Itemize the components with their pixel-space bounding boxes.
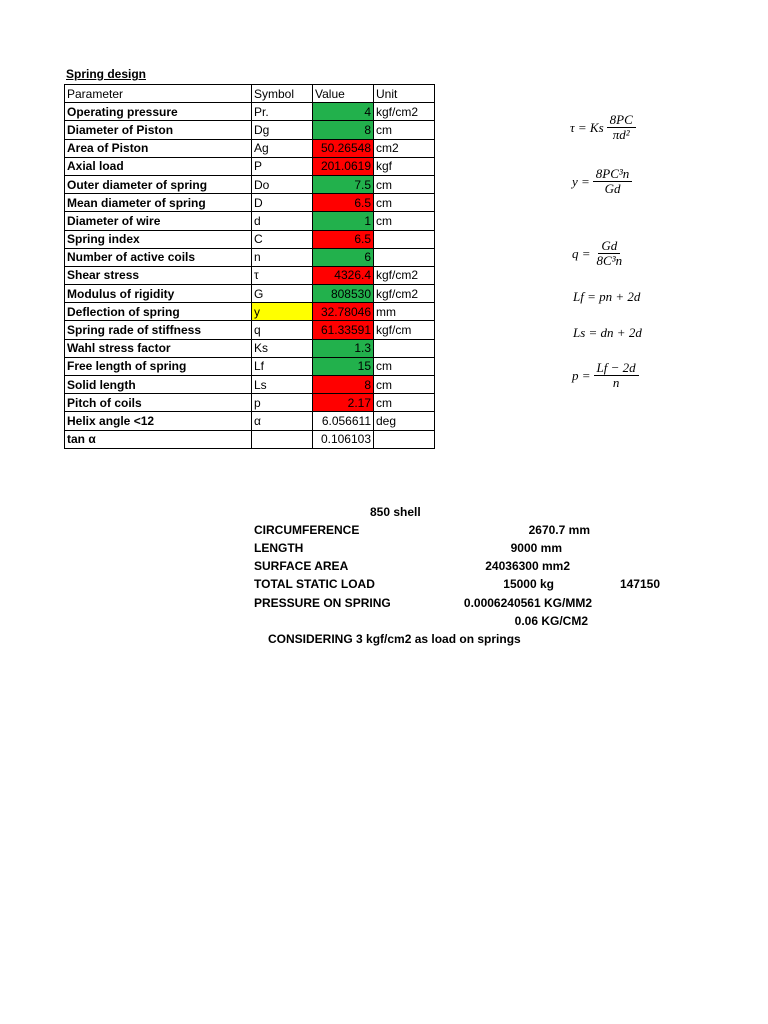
table-row [65,230,435,248]
cell-symbol: q [252,321,313,339]
formula-free-length: Lf = pn + 2d [573,289,641,304]
cell-symbol: d [252,212,313,230]
table-row [65,248,435,266]
shell-heading: 850 shell [370,505,421,519]
cell-symbol: y [252,303,313,321]
table-row [65,157,435,175]
total-static-load-value: 15000 kg [503,577,554,591]
table-row [65,266,435,284]
table-row [65,121,435,139]
formula-shear-stress [570,113,636,142]
cell-unit: kgf/cm2 [374,266,435,284]
cell-value: 8 [313,376,374,394]
formula-pitch-num: Lf − 2d [594,361,639,376]
cell-unit: deg [374,412,435,430]
cell-symbol: Ls [252,376,313,394]
cell-value: 15 [313,357,374,375]
cell-unit [374,248,435,266]
surface-area-value: 24036300 mm2 [485,559,570,573]
cell-symbol: Do [252,175,313,193]
cell-parameter: Wahl stress factor [65,339,252,357]
formula-deflection-den: Gd [604,181,621,196]
cell-value: 61.33591 [313,321,374,339]
cell-unit: kgf/cm2 [374,103,435,121]
cell-unit [374,430,435,448]
formula-solid-length: Ls = dn + 2d [573,325,642,340]
formula-deflection-num: 8PC³n [593,167,633,182]
header-symbol: Symbol [252,85,313,103]
formula-stiffness-den: 8C³n [596,253,623,268]
formula-stiffness [572,239,625,268]
cell-unit: cm [374,175,435,193]
table-row [65,285,435,303]
cell-value: 2.17 [313,394,374,412]
cell-symbol: n [252,248,313,266]
cell-value: 6.5 [313,230,374,248]
table-row [65,430,435,448]
total-static-load-extra: 147150 [619,577,660,591]
cell-value: 4 [313,103,374,121]
cell-parameter: Deflection of spring [65,303,252,321]
table-row [65,321,435,339]
cell-unit: mm [374,303,435,321]
table-row [65,339,435,357]
circumference-label: CIRCUMFERENCE [254,523,360,537]
cell-unit [374,230,435,248]
table-row [65,194,435,212]
formula-pitch [572,361,639,390]
length-label: LENGTH [254,541,304,555]
header-value: Value [313,85,374,103]
cell-parameter: Free length of spring [65,357,252,375]
cell-parameter: Spring index [65,230,252,248]
pressure-on-spring-label: PRESSURE ON SPRING [254,596,391,610]
cell-parameter: Helix angle <12 [65,412,252,430]
cell-parameter: Shear stress [65,266,252,284]
pressure-on-spring-value-cm: 0.06 KG/CM2 [514,614,588,628]
cell-value: 6.056611 [313,412,374,430]
table-row [65,376,435,394]
table-row [65,357,435,375]
cell-parameter: Solid length [65,376,252,394]
considering-note: CONSIDERING 3 kgf/cm2 as load on springs [268,632,521,646]
cell-parameter: Operating pressure [65,103,252,121]
cell-parameter: Diameter of Piston [65,121,252,139]
surface-area-label: SURFACE AREA [254,559,349,573]
cell-unit: kgf/cm2 [374,285,435,303]
cell-unit: cm [374,212,435,230]
cell-symbol: C [252,230,313,248]
spring-design-table [64,84,435,449]
cell-symbol: Ag [252,139,313,157]
cell-symbol: Lf [252,357,313,375]
formula-shear-stress-num: 8PC [607,113,636,128]
cell-parameter: Modulus of rigidity [65,285,252,303]
cell-symbol: τ [252,266,313,284]
cell-value: 50.26548 [313,139,374,157]
cell-value: 1 [313,212,374,230]
formula-deflection-lhs: y = [572,173,590,189]
cell-value: 7.5 [313,175,374,193]
cell-symbol: G [252,285,313,303]
formula-deflection [572,167,632,196]
cell-symbol: Dg [252,121,313,139]
cell-parameter: Outer diameter of spring [65,175,252,193]
cell-parameter: tan α [65,430,252,448]
table-row [65,139,435,157]
formula-pitch-den: n [612,375,620,390]
cell-symbol [252,430,313,448]
cell-symbol: p [252,394,313,412]
cell-symbol: P [252,157,313,175]
cell-value: 32.78046 [313,303,374,321]
cell-value: 4326.4 [313,266,374,284]
cell-value: 1.3 [313,339,374,357]
cell-value: 6 [313,248,374,266]
cell-unit: cm2 [374,139,435,157]
table-row [65,303,435,321]
header-unit: Unit [374,85,435,103]
table-row [65,412,435,430]
cell-parameter: Pitch of coils [65,394,252,412]
cell-unit: cm [374,194,435,212]
cell-value: 201.0619 [313,157,374,175]
cell-symbol: Pr. [252,103,313,121]
cell-unit [374,339,435,357]
cell-unit: cm [374,121,435,139]
cell-unit: cm [374,394,435,412]
total-static-load-label: TOTAL STATIC LOAD [254,577,375,591]
formula-shear-stress-den: πd² [612,127,630,142]
cell-value: 8 [313,121,374,139]
cell-unit: kgf [374,157,435,175]
cell-parameter: Spring rade of stiffness [65,321,252,339]
cell-parameter: Mean diameter of spring [65,194,252,212]
cell-parameter: Diameter of wire [65,212,252,230]
formula-pitch-lhs: p = [572,367,591,383]
formula-stiffness-num: Gd [598,239,620,254]
table-row [65,103,435,121]
pressure-on-spring-value: 0.0006240561 KG/MM2 [463,596,592,610]
table-row [65,212,435,230]
length-value: 9000 mm [510,541,562,555]
cell-parameter: Axial load [65,157,252,175]
circumference-value: 2670.7 mm [528,523,590,537]
formula-stiffness-lhs: q = [572,245,591,261]
cell-symbol: D [252,194,313,212]
cell-value: 808530 [313,285,374,303]
table-row [65,175,435,193]
cell-value: 0.106103 [313,430,374,448]
table-header-row [65,85,435,103]
cell-symbol: α [252,412,313,430]
header-parameter: Parameter [65,85,252,103]
cell-unit: kgf/cm [374,321,435,339]
cell-unit: cm [374,376,435,394]
cell-parameter: Area of Piston [65,139,252,157]
cell-parameter: Number of active coils [65,248,252,266]
cell-unit: cm [374,357,435,375]
cell-value: 6.5 [313,194,374,212]
table-row [65,394,435,412]
formula-shear-stress-lhs: τ = Ks [570,119,604,135]
cell-symbol: Ks [252,339,313,357]
sheet-title: Spring design [66,67,147,81]
